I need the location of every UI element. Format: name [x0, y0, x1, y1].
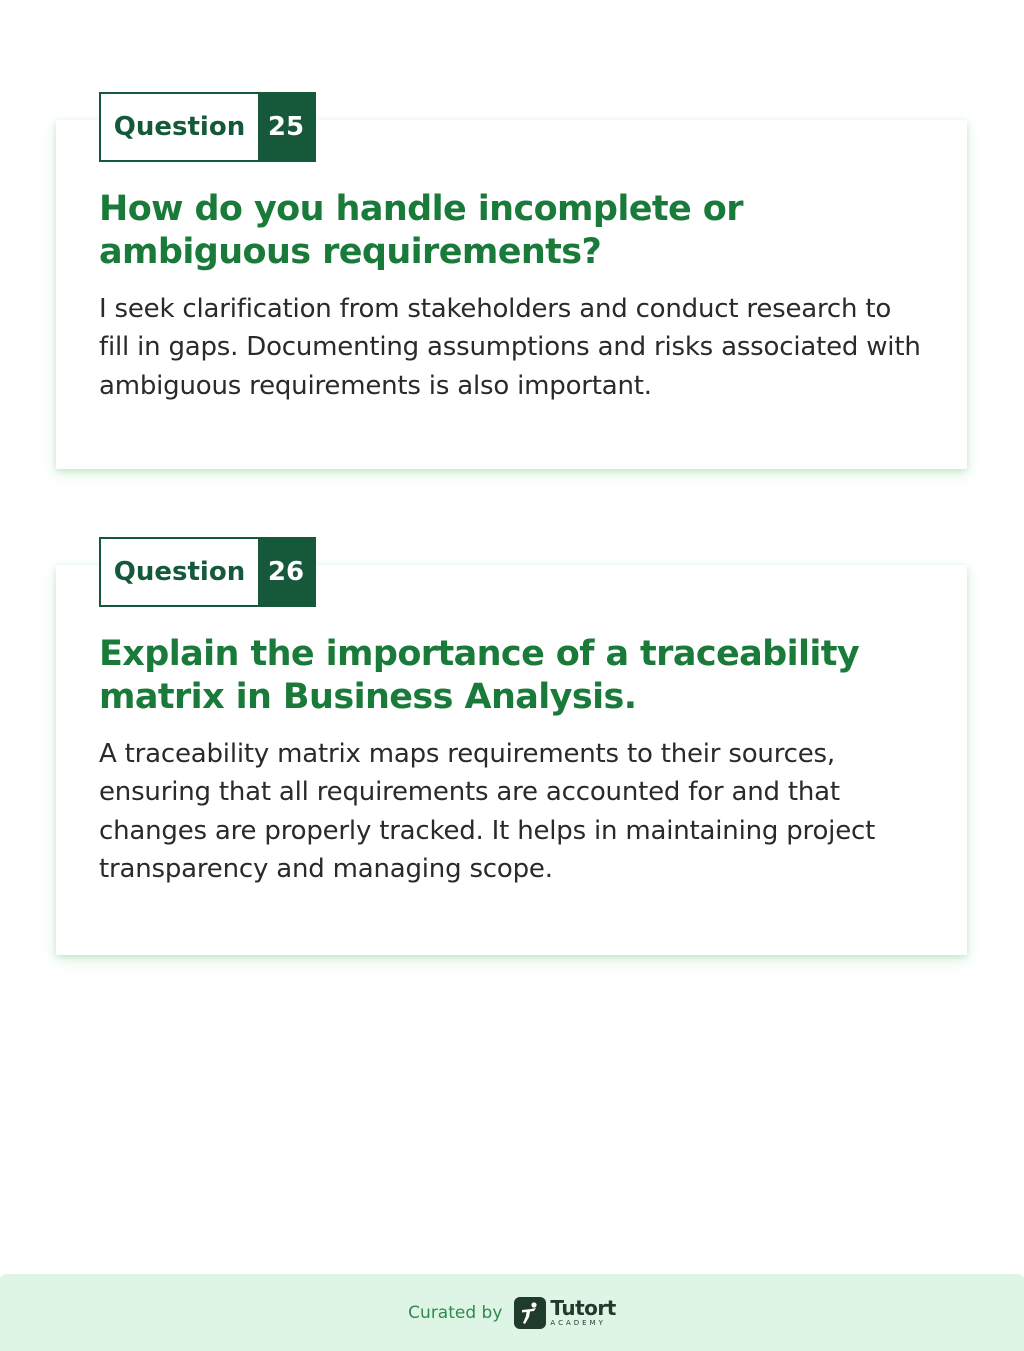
question-answer: I seek clarification from stakeholders and conduct research to fill in gaps. Documenting assumptions and risks associated with ambiguous requirements is also important. — [99, 294, 921, 401]
question-number: 26 — [258, 539, 314, 605]
curated-by-label: Curated by — [408, 1302, 503, 1323]
brand-name: Tutort — [550, 1296, 616, 1320]
question-title: How do you handle incomplete or ambiguous requirements? — [99, 189, 743, 272]
brand-subtitle: ACADEMY — [550, 1319, 606, 1327]
question-label: Question — [113, 557, 246, 587]
question-badge — [99, 537, 316, 607]
brand-logo — [550, 1298, 615, 1327]
question-answer: A traceability matrix maps requirements to their sources, ensuring that all requirements are accounted for and that changes are properly tracked. It helps in maintaining project transparency and managing scope. — [99, 739, 876, 884]
footer — [0, 1274, 1024, 1351]
question-label: Question — [113, 112, 246, 142]
question-badge — [99, 92, 316, 162]
tutort-logo-icon — [514, 1297, 546, 1329]
question-number: 25 — [258, 94, 314, 160]
question-title: Explain the importance of a traceability matrix in Business Analysis. — [99, 634, 860, 717]
